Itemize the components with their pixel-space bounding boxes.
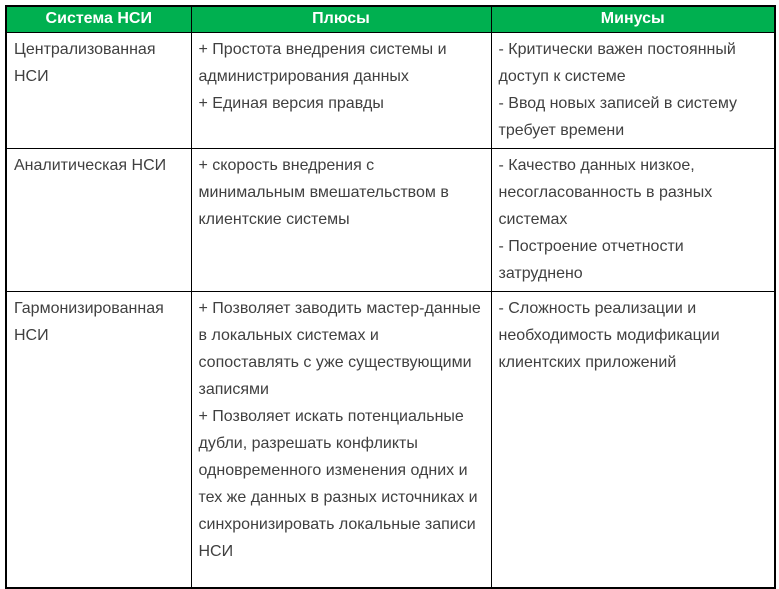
pros-cell <box>191 148 491 291</box>
pros-cell <box>191 32 491 148</box>
cons-cell <box>491 32 775 148</box>
table-row <box>6 291 775 588</box>
header-pros: Плюсы <box>191 6 491 32</box>
nsi-comparison-table <box>5 5 776 589</box>
header-cons: Минусы <box>491 6 775 32</box>
system-name-cell: Централизованная НСИ <box>6 32 191 148</box>
cons-item: - Построение отчетности затруднено <box>498 237 684 282</box>
system-name-cell: Гармонизированная НСИ <box>6 291 191 588</box>
cons-item: - Сложность реализации и необходимость модификации клиентских приложений <box>498 299 720 371</box>
table-row <box>6 148 775 291</box>
header-system: Система НСИ <box>6 6 191 32</box>
table-row <box>6 32 775 148</box>
pros-item: + скорость внедрения с минимальным вмешательством в клиентские системы <box>198 156 449 228</box>
pros-cell <box>191 291 491 588</box>
cons-item: - Качество данных низкое, несогласованность в разных системах <box>498 156 713 228</box>
cons-cell <box>491 148 775 291</box>
header-row <box>6 6 775 32</box>
pros-item: + Простота внедрения системы и администрирования данных <box>198 40 447 85</box>
cons-cell <box>491 291 775 588</box>
system-name-cell: Аналитическая НСИ <box>6 148 191 291</box>
pros-item: + Позволяет искать потенциальные дубли, разрешать конфликты одновременного изменения одних и тех же данных в разных источниках и синхронизировать локальные записи НСИ <box>198 407 478 560</box>
pros-item: + Позволяет заводить мастер-данные в локальных системах и сопоставлять с уже существующими записями <box>198 299 481 398</box>
table-header <box>6 6 775 32</box>
cons-item: - Ввод новых записей в систему требует времени <box>498 94 737 139</box>
table-body <box>6 32 775 588</box>
pros-item: + Единая версия правды <box>198 94 384 112</box>
cons-item: - Критически важен постоянный доступ к системе <box>498 40 736 85</box>
